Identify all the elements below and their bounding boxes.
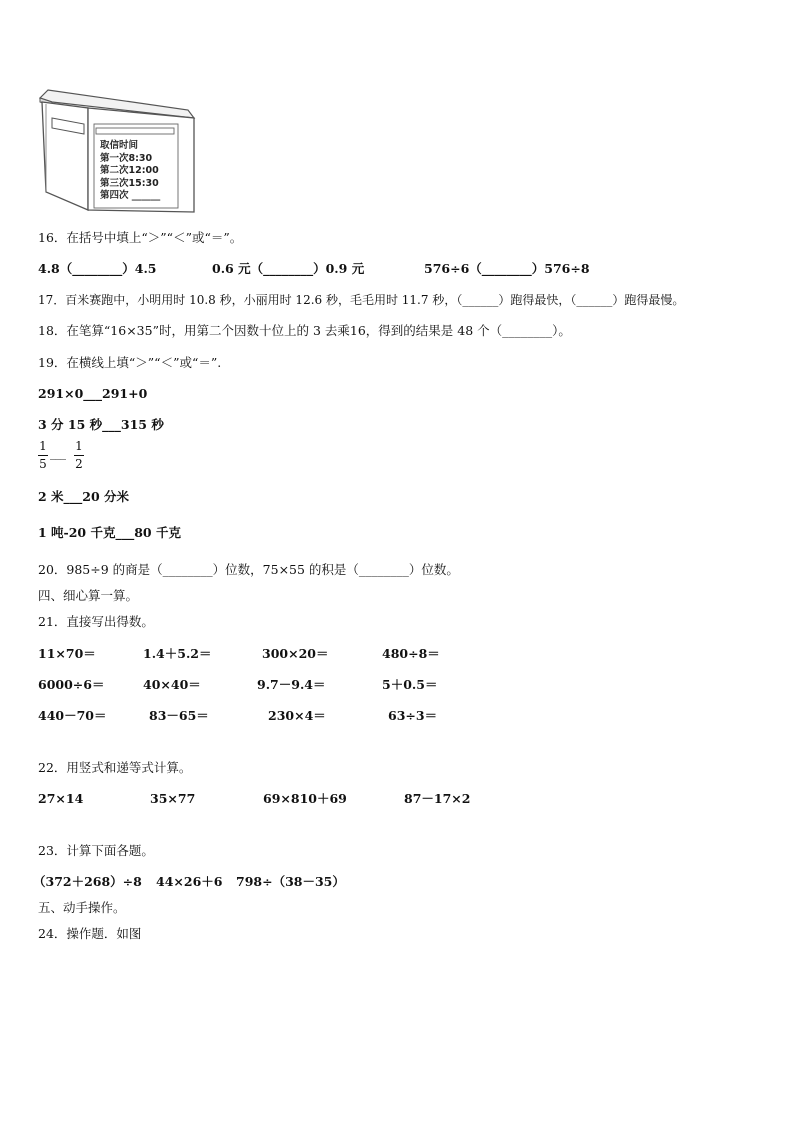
q22-item-1: 27×14 [38,791,84,806]
q19-item-4: 1 吨-20 千克___80 千克 [38,525,181,540]
section-5-title: 五、动手操作。 [38,900,126,915]
q19-item-3: 2 米___20 分米 [38,489,130,504]
q23-stem: 23．计算下面各题。 [38,843,154,858]
q21-r1-c4: 480÷8＝ [382,646,440,661]
q18-stem: 18．在笔算“16×35”时，用第二个因数十位上的 3 去乘16，得到的结果是 48 个（________）。 [38,323,571,338]
q23-item-3: 798÷（38－35） [236,874,345,889]
q19-item-2: 3 分 15 秒___315 秒 [38,417,164,432]
q19-stem: 19．在横线上填“＞”“＜”或“＝”. [38,355,222,370]
q21-r2-c4: 5＋0.5＝ [382,677,438,692]
q21-r3-c1: 440－70＝ [38,708,107,723]
q21-r2-c1: 6000÷6＝ [38,677,105,692]
mailbox-time-2: 第二次12:00 [100,165,159,177]
section-4-title: 四、细心算一算。 [38,588,139,603]
q16-item-3: 576÷6（________）576÷8 [424,261,590,276]
fraction-left-numerator: 1 [39,439,47,453]
q22-stem: 22．用竖式和递等式计算。 [38,760,192,775]
mailbox-time-3: 第三次15:30 [100,177,159,189]
q21-r2-c3: 9.7－9.4＝ [257,677,326,692]
fraction-right-bar [74,455,84,456]
q24-stem: 24．操作题．如图 [38,926,142,941]
q16-item-1: 4.8（________）4.5 [38,261,157,276]
fraction-left-denominator: 5 [39,457,47,471]
mailbox-title: 取信时间 [100,140,139,151]
q21-r1-c3: 300×20＝ [262,646,329,661]
q21-r3-c3: 230×4＝ [268,708,326,723]
mailbox-time-4: 第四次 ______ [100,190,161,202]
q20-stem: 20．985÷9 的商是（________）位数，75×55 的积是（________）位数。 [38,562,459,577]
q22-item-3: 69×810＋69 [263,791,347,806]
mailbox-notice [100,140,160,203]
q21-r3-c2: 83－65＝ [149,708,209,723]
mailbox-time-1: 第一次8:30 [100,152,153,164]
fraction-left-bar [38,455,48,456]
fraction-right-denominator: 2 [75,457,83,471]
q21-r1-c2: 1.4＋5.2＝ [143,646,212,661]
q21-stem: 21．直接写出得数。 [38,614,154,629]
q16-stem: 16．在括号中填上“＞”“＜”或“＝”。 [38,230,243,245]
q21-r1-c1: 11×70＝ [38,646,96,661]
q19-item-1: 291×0___291+0 [38,386,148,401]
q21-r2-c2: 40×40＝ [143,677,201,692]
q17-stem: 17．百米赛跑中，小明用时 10.8 秒，小丽用时 12.6 秒，毛毛用时 11.7 秒，（______）跑得最快，（______）跑得最慢。 [38,293,685,307]
q23-item-1: （372＋268）÷8 [33,874,142,889]
fraction-right-numerator: 1 [75,439,83,453]
q22-item-2: 35×77 [150,791,196,806]
q23-item-2: 44×26＋6 [156,874,223,889]
q16-item-2: 0.6 元（________）0.9 元 [212,261,365,276]
q21-r3-c4: 63÷3＝ [388,708,438,723]
q22-item-4: 87－17×2 [404,791,471,806]
fraction-blank: ___ [50,446,65,460]
